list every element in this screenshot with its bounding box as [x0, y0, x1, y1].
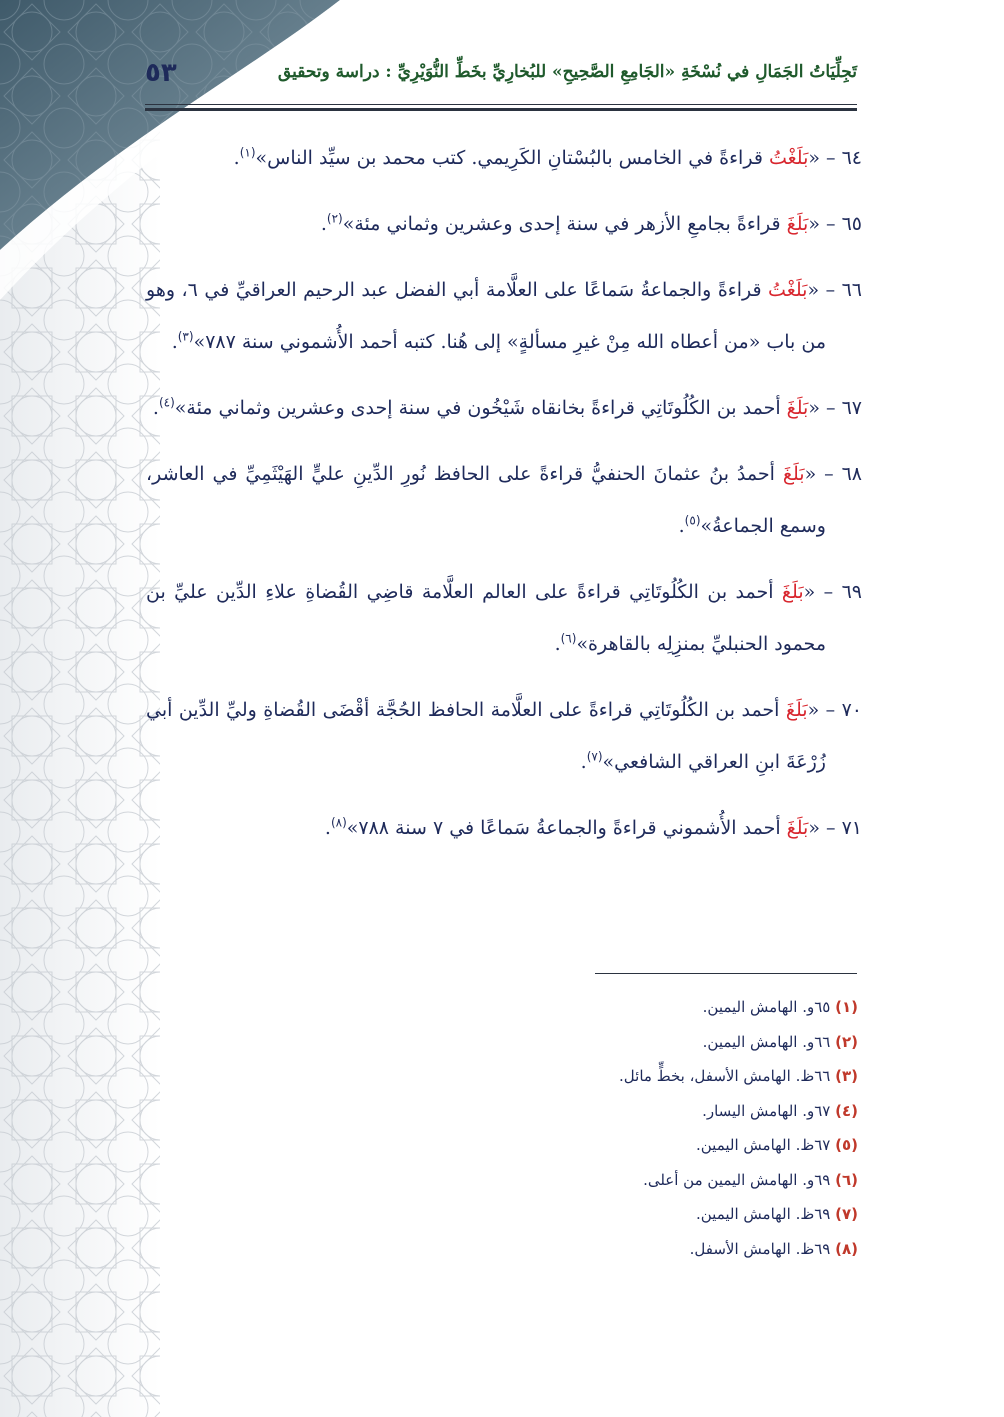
entry-keyword: بَلَغَ: [786, 213, 809, 235]
entry-tail: .: [324, 817, 331, 839]
footnote-ref: (٦): [560, 631, 577, 646]
entry-text: قراءةً والجماعةُ سَماعًا على العلَّامة أبي الفضل عبد الرحيم العراقيِّ في ٦، وهو من باب «من أعطاه الله مِنْ غيرِ مسألةٍ» إلى هُنا. كتبه أحمد الأُشموني سنة ٧٨٧»: [146, 279, 826, 353]
footnote-ref: (٢): [326, 211, 343, 226]
entry-text: أحمد بن الكُلُوتَاتِي قراءةً على العلَّامة الحافظ الحُجَّة أقْضَى القُضاةِ وليِّ الدِّين أبي زُرْعَةَ ابنِ العراقي الشافعي»: [146, 699, 826, 773]
footnote-text: ٦٩و. الهامش اليمين من أعلى.: [643, 1170, 836, 1189]
footnote-text: ٦٥و. الهامش اليمين.: [702, 998, 836, 1016]
entry-tail: .: [152, 397, 159, 419]
footnote-ref: (٤): [158, 395, 175, 410]
footnote-4: [258, 1094, 858, 1129]
entry-text: قراءةً في الخامس بالبُسْتانِ الكَرِيمي. كتب محمد بن سيِّد الناس»: [255, 147, 769, 169]
entry-number: ٧١: [841, 817, 862, 839]
entry-text: أحمدُ بنُ عثمانَ الحنفيُّ قراءةً على الحافظ نُورِ الدِّينِ عليٍّ الهَيْثَمِيِّ في العاشر، وسمع الجماعةُ»: [146, 463, 826, 537]
entry-number: ٦٧: [841, 397, 862, 419]
entry-text: أحمد بن الكُلُوتَاتِي قراءةً على العالم العلَّامة قاضِي القُضاةِ علاءِ الدِّين عليِّ بن محمود الحنبليِّ بمنزِلِه بالقاهرة»: [146, 581, 826, 655]
entry-keyword: بَلَغَ: [781, 581, 804, 603]
entry-open-quote: «: [808, 147, 820, 169]
entry-number: ٦٨: [841, 463, 862, 485]
footnote-text: ٦٦و. الهامش اليمين.: [702, 1032, 836, 1051]
footnote-text: ٦٧و. الهامش اليسار.: [702, 1101, 836, 1120]
entry-open-quote: «: [808, 817, 820, 839]
entry-open-quote: «: [808, 213, 820, 235]
entry-68: ٦٨ – «بَلَغَ أحمدُ بنُ عثمانَ الحنفيُّ قراءةً على الحافظ نُورِ الدِّينِ عليٍّ الهَيْثَمِيِّ في العاشر، وسمع الجماعةُ»$^{(٥)}$.: [146, 463, 862, 537]
footnote-marker: (٨): [835, 1239, 858, 1258]
entry-65: ٦٥ – «بَلَغَ قراءةً بجامعِ الأزهر في سنة إحدى وعشرين وثماني مئة»$^{(٢)}$.: [320, 211, 862, 235]
entry-open-quote: «: [807, 699, 820, 721]
entry-text: قراءةً بجامعِ الأزهر في سنة إحدى وعشرين وثماني مئة»: [342, 213, 787, 235]
footnote-text: ٦٩ظ. الهامش الأسفل.: [689, 1239, 836, 1258]
entry-keyword: بَلَغَ: [782, 463, 805, 485]
entry-text: أحمد الأُشموني قراءةً والجماعةُ سَماعًا في ٧ سنة ٧٨٨»: [346, 817, 787, 839]
footnote-5: [258, 1128, 858, 1163]
footnote-8: [258, 1232, 858, 1267]
footnote-marker: (٤): [835, 1101, 858, 1120]
entry-open-quote: «: [808, 397, 820, 419]
footnote-6: [258, 1163, 858, 1198]
entry-open-quote: «: [807, 279, 820, 301]
entry-keyword: بَلَغْتُ: [768, 279, 808, 301]
running-title: تَجِلِّيَاتُ الجَمَالِ في نُسْخَةِ «الجَامِعِ الصَّحِيحِ» للبُخارِيِّ بخَطِّ النُّوَيْرِيِّ : دراسة وتحقيق: [277, 62, 857, 82]
entry-open-quote: «: [803, 581, 816, 603]
entry-67: ٦٧ – «بَلَغَ أحمد بن الكُلُوتَاتِي قراءةً بخانقاه شَيْخُون في سنة إحدى وعشرين وثماني مئة»$^{(٤)}$.: [152, 395, 862, 419]
header-rule-thin: [145, 104, 857, 105]
entry-text: أحمد بن الكُلُوتَاتِي قراءةً بخانقاه شَيْخُون في سنة إحدى وعشرين وثماني مئة»: [174, 397, 787, 419]
footnote-text: ٦٦ظ. الهامش الأسفل، بخطٍّ مائل.: [619, 1067, 836, 1085]
footnote-7: [258, 1197, 858, 1232]
entry-number: ٦٤: [841, 147, 862, 169]
footnote-ref: (٨): [330, 815, 347, 830]
footnote-text: ٦٧ظ. الهامش اليمين.: [696, 1136, 836, 1154]
entry-tail: .: [320, 213, 327, 235]
entry-keyword: بَلَغَ: [786, 817, 809, 839]
page-number: ٥٣: [145, 58, 177, 88]
footnote-3: [258, 1059, 858, 1094]
entry-keyword: بَلَغَ: [785, 699, 808, 721]
footnote-marker: (١): [835, 998, 858, 1016]
entry-tail: .: [580, 751, 587, 773]
entry-tail: .: [554, 633, 561, 655]
footnote-marker: (٧): [835, 1205, 858, 1223]
entries-list: [146, 132, 862, 868]
entry-tail: .: [678, 515, 685, 537]
footnote-marker: (٢): [835, 1032, 858, 1051]
footnote-marker: (٥): [835, 1136, 858, 1154]
entry-69: ٦٩ – «بَلَغَ أحمد بن الكُلُوتَاتِي قراءةً على العالم العلَّامة قاضِي القُضاةِ علاءِ الدِّين عليِّ بن محمود الحنبليِّ بمنزِلِه بالقاهرة»$^{(٦)}$.: [146, 581, 862, 655]
entry-tail: .: [171, 331, 178, 353]
footnote-text: ٦٩ظ. الهامش اليمين.: [696, 1205, 836, 1223]
entry-number: ٦٥: [841, 213, 862, 235]
footnote-ref: (٥): [684, 513, 701, 528]
footnote-ref: (٣): [177, 329, 194, 344]
entry-keyword: بَلَغَ: [786, 397, 809, 419]
footnote-2: [258, 1025, 858, 1060]
entry-number: ٦٦: [841, 279, 862, 301]
footnotes-list: [258, 990, 858, 1266]
entry-open-quote: «: [804, 463, 817, 485]
page-header: [145, 58, 857, 98]
footnote-ref: (٧): [586, 749, 603, 764]
header-rule-thick: [145, 108, 857, 111]
footnote-separator: [595, 973, 857, 974]
entry-66: ٦٦ – «بَلَغْتُ قراءةً والجماعةُ سَماعًا على العلَّامة أبي الفضل عبد الرحيم العراقيِّ في ٦، وهو من باب «من أعطاه الله مِنْ غيرِ مسألةٍ» إلى هُنا. كتبه أحمد الأُشموني سنة ٧٨٧»$^{(٣)}$.: [146, 279, 862, 353]
entry-71: ٧١ – «بَلَغَ أحمد الأُشموني قراءةً والجماعةُ سَماعًا في ٧ سنة ٧٨٨»$^{(٨)}$.: [324, 815, 862, 839]
footnote-marker: (٣): [835, 1067, 858, 1085]
footnote-1: [258, 990, 858, 1025]
entry-keyword: بَلَغْتُ: [768, 147, 809, 169]
entry-64: ٦٤ – «بَلَغْتُ قراءةً في الخامس بالبُسْتانِ الكَرِيمي. كتب محمد بن سيِّد الناس»$^{(١)}$.: [233, 145, 862, 169]
entry-number: ٦٩: [841, 581, 862, 603]
footnote-ref: (١): [239, 145, 256, 160]
entry-tail: .: [233, 147, 240, 169]
footnote-marker: (٦): [835, 1170, 858, 1189]
entry-70: ٧٠ – «بَلَغَ أحمد بن الكُلُوتَاتِي قراءةً على العلَّامة الحافظ الحُجَّة أقْضَى القُضاةِ وليِّ الدِّين أبي زُرْعَةَ ابنِ العراقي الشافعي»$^{(٧)}$.: [146, 699, 862, 773]
entry-number: ٧٠: [841, 699, 862, 721]
